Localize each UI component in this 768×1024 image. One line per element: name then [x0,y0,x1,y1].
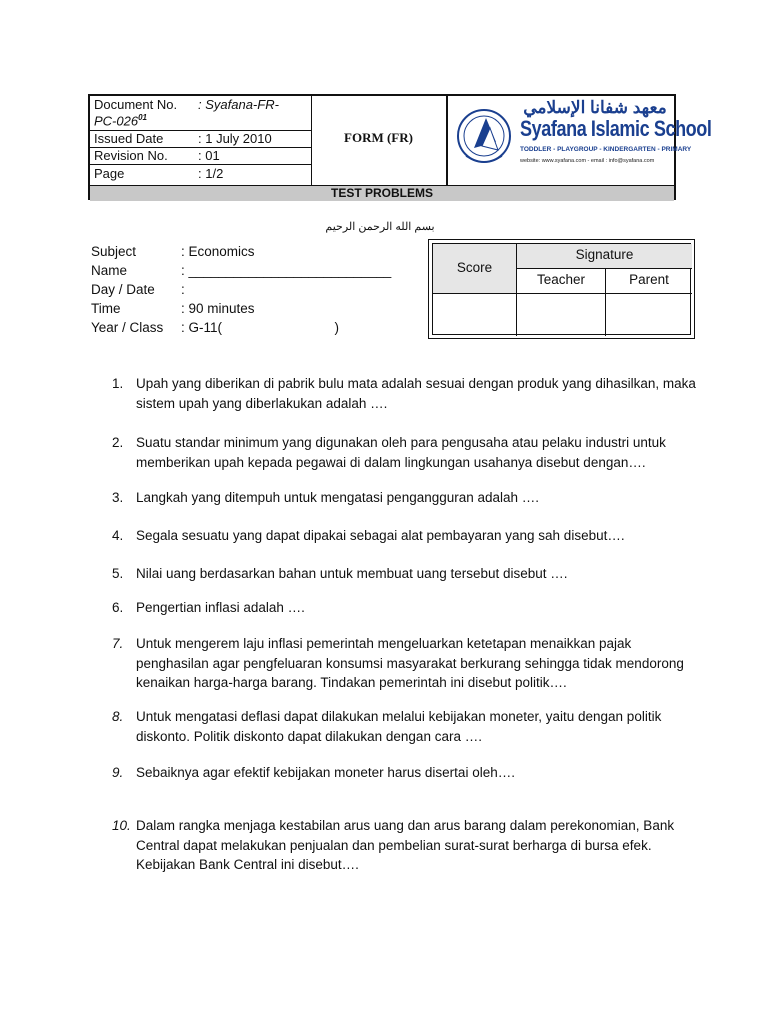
issued-value: : 1 July 2010 [198,131,272,146]
question-text: Untuk mengatasi deflasi dapat dilakukan melalui kebijakan moneter, yaitu dengan politik diskonto. Politik diskonto dapat dilakukan dengan cara …. [136,709,662,744]
revision-label: Revision No. [94,148,168,163]
form-label: FORM (FR) [344,130,413,145]
doc-no-sup: 01 [138,113,147,122]
info-value: : ___________________________ [181,263,392,278]
score-box [428,239,695,339]
signature-header: Signature [517,244,692,269]
question-text: Dalam rangka menjaga kestabilan arus uang dan arus barang dalam perekonomian, Bank Central dapat melakukan penjualan dan pembelian surat-surat berharga di bursa efek. Kebijakan Bank Central ini disebut…. [136,818,675,872]
question-text: Upah yang diberikan di pabrik bulu mata adalah sesuai dengan produk yang dihasilkan, maka sistem upah yang diberlakukan adalah …. [136,376,696,411]
page-title: TEST PROBLEMS [90,185,674,201]
question-number: 4. [112,528,124,543]
question-text: Nilai uang berdasarkan bahan untuk membuat uang tersebut disebut …. [136,566,568,581]
question-number: 5. [112,566,124,581]
school-website: website: www.syafana.com - email : info@syafana.com [520,158,655,164]
question-text: Untuk mengerem laju inflasi pemerintah mengeluarkan ketetapan menaikkan pajak penghasilan agar pengfeluaran konsumsi masyarakat berkurang sehingga tidak mendorong kenaikan harga-harga barang. Tindakan pemerintah ini disebut politik…. [136,636,684,690]
question-number: 2. [112,435,124,450]
doc-no-value: : Syafana-FR- [198,97,279,112]
question-text: Suatu standar minimum yang digunakan oleh para pengusaha atau pelaku industri untuk memberikan upah kepada pegawai di dalam lingkungan usahanya disebut dengan…. [136,435,666,470]
page-value: : 1/2 [198,166,224,181]
question-text: Sebaiknya agar efektif kebijakan moneter harus disertai oleh…. [136,765,515,780]
question-number: 8. [112,709,124,724]
page-label: Page [94,166,125,181]
page-row [90,164,311,184]
basmalah: بسم الله الرحمن الرحيم [325,221,435,233]
form-type-column [311,96,448,185]
question-text: Langkah yang ditempuh untuk mengatasi pengangguran adalah …. [136,490,540,505]
document-info-column [90,96,312,185]
doc-no-row [90,96,311,131]
question-number: 7. [112,636,124,651]
question-number: 9. [112,765,124,780]
score-field[interactable] [433,294,517,336]
info-value: : [181,282,185,297]
info-label: Name [91,263,128,278]
document-header [88,94,712,200]
teacher-signature-field[interactable] [517,294,606,336]
school-logo [448,96,712,185]
teacher-header: Teacher [517,269,606,294]
info-label: Day / Date [91,282,155,297]
score-header: Score [433,244,517,294]
doc-no-label: Document No. [94,97,178,112]
question-text: Segala sesuatu yang dapat dipakai sebagai alat pembayaran yang sah disebut…. [136,528,625,543]
revision-value: : 01 [198,148,220,163]
school-tagline: TODDLER - PLAYGROUP - KINDERGARTEN - PRIMARY [520,146,692,153]
question-number: 3. [112,490,124,505]
issued-row [90,130,311,148]
parent-header: Parent [606,269,692,294]
score-grid [432,243,691,335]
doc-no-code: PC-026 [94,113,139,129]
school-name: Syafana Islamic School [520,116,712,141]
question-number: 1. [112,376,124,391]
doc-no-value-line2 [94,113,147,128]
info-value: : G-11( ) [181,320,340,335]
question-text: Pengertian inflasi adalah …. [136,600,305,615]
info-label: Time [91,301,121,316]
school-arabic-name: معهد شفانا الإسلامي [523,98,667,117]
school-emblem-icon [456,102,512,174]
issued-label: Issued Date [94,131,164,146]
parent-signature-field[interactable] [606,294,692,336]
revision-row [90,147,311,165]
question-number: 10. [112,818,131,833]
info-value: : Economics [181,244,255,259]
info-label: Subject [91,244,137,259]
question-number: 6. [112,600,124,615]
info-value: : 90 minutes [181,301,255,316]
info-label: Year / Class [91,320,164,335]
